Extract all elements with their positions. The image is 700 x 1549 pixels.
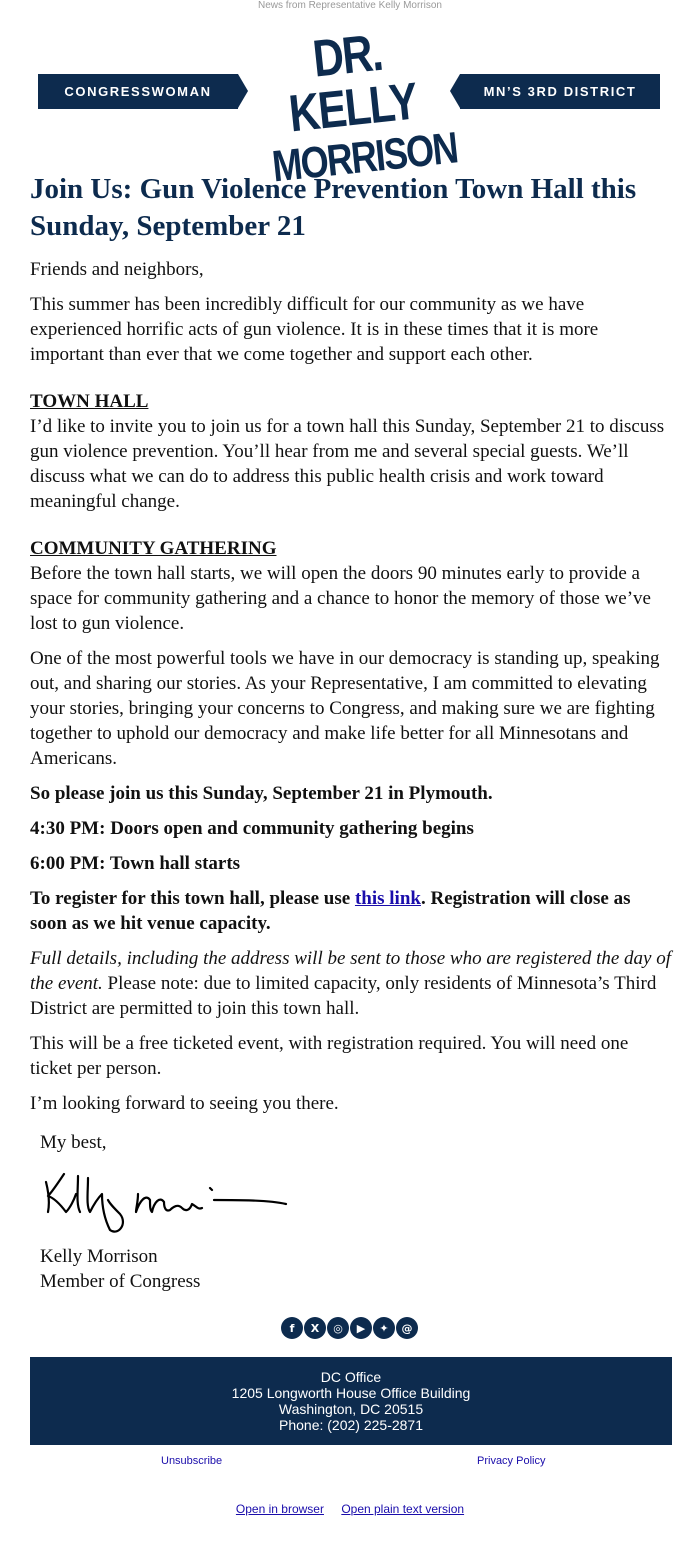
community-gathering-heading: COMMUNITY GATHERING	[30, 538, 277, 559]
office-address-line-1: 1205 Longworth House Office Building	[231, 1385, 471, 1401]
community-gathering-paragraph: Before the town hall starts, we will open the doors 90 minutes early to provide a space for community gathering and a chance to honor the memory of those we’ve lost to gun violence.	[30, 563, 651, 634]
congresswoman-band	[38, 74, 238, 109]
logo-line-1: DR. KELLY	[286, 23, 420, 144]
looking-forward-paragraph: I’m looking forward to seeing you there.	[30, 1093, 339, 1114]
register-text-after: . Registration will close as soon as we hit venue capacity.	[30, 888, 631, 934]
register-text-before: To register for this town hall, please use	[30, 888, 355, 909]
preheader-text: News from Representative Kelly Morrison	[258, 0, 442, 11]
facebook-icon[interactable]: f	[281, 1317, 303, 1339]
plain-text-link[interactable]: Open plain text version	[341, 1502, 465, 1516]
privacy-policy-link[interactable]: Privacy Policy	[477, 1455, 546, 1467]
social-links	[281, 1317, 418, 1339]
intro-paragraph: This summer has been incredibly difficult for our community as we have experienced horrific acts of gun violence. It is in these times that it is more important than ever that we come together and support each other.	[30, 294, 599, 365]
details-paragraph	[30, 946, 672, 1021]
details-note: Please note: due to limited capacity, only residents of Minnesota’s Third District are permitted to join this town hall.	[30, 973, 657, 1019]
town-hall-paragraph: I’d like to invite you to join us for a town hall this Sunday, September 21 to discuss gun violence prevention. You’ll hear from me and several special guests. We’ll discuss what we can do to address this public health crisis and work toward meaningful change.	[30, 416, 665, 512]
office-address-line-2: Washington, DC 20515	[278, 1401, 424, 1417]
x-icon[interactable]: X	[304, 1317, 326, 1339]
signer-name: Kelly Morrison	[40, 1246, 158, 1267]
greeting: Friends and neighbors,	[30, 259, 204, 280]
office-phone: Phone: (202) 225-2871	[279, 1417, 423, 1433]
register-paragraph	[30, 886, 672, 936]
ticket-paragraph: This will be a free ticketed event, with registration required. You will need one ticket per person.	[30, 1033, 629, 1079]
join-line: So please join us this Sunday, September 21 in Plymouth.	[30, 783, 493, 804]
signoff: My best,	[40, 1132, 107, 1153]
headline: Join Us: Gun Violence Prevention Town Hall this Sunday, September 21	[30, 173, 637, 242]
unsubscribe-link[interactable]: Unsubscribe	[161, 1455, 223, 1467]
header-banner	[38, 23, 660, 192]
bottom-links	[0, 1502, 700, 1516]
congresswoman-label: CONGRESSWOMAN	[64, 84, 212, 99]
register-link[interactable]: this link	[354, 888, 421, 909]
email-body	[30, 171, 672, 1126]
town-hall-start-line: 6:00 PM: Town hall starts	[30, 853, 241, 874]
details-italic: Full details, including the address will be sent to those who are registered the day of the event.	[30, 948, 671, 994]
signer-block	[40, 1244, 200, 1294]
office-footer	[30, 1357, 672, 1445]
signer-title: Member of Congress	[40, 1271, 201, 1292]
instagram-icon[interactable]: ◎	[327, 1317, 349, 1339]
logo-line-2: MORRISON	[269, 123, 460, 192]
signature-image	[38, 1160, 288, 1240]
open-in-browser-link[interactable]: Open in browser	[235, 1502, 324, 1516]
democracy-paragraph: One of the most powerful tools we have in our democracy is standing up, speaking out, and sharing our stories. As your Representative, I am committed to elevating your stories, bringing your concerns to Congress, and making sure we are fighting together to uphold our democracy and make life better for all Minnesotans and Americans.	[30, 648, 660, 769]
bluesky-icon[interactable]: ✦	[373, 1317, 395, 1339]
town-hall-heading: TOWN HALL	[30, 391, 149, 412]
doors-open-line: 4:30 PM: Doors open and community gathering begins	[30, 818, 474, 839]
logo	[240, 19, 462, 192]
threads-icon[interactable]: @	[396, 1317, 418, 1339]
youtube-icon[interactable]: ▶	[350, 1317, 372, 1339]
office-name: DC Office	[320, 1369, 382, 1385]
district-band	[460, 74, 660, 109]
district-label: MN’S 3RD DISTRICT	[483, 84, 637, 99]
